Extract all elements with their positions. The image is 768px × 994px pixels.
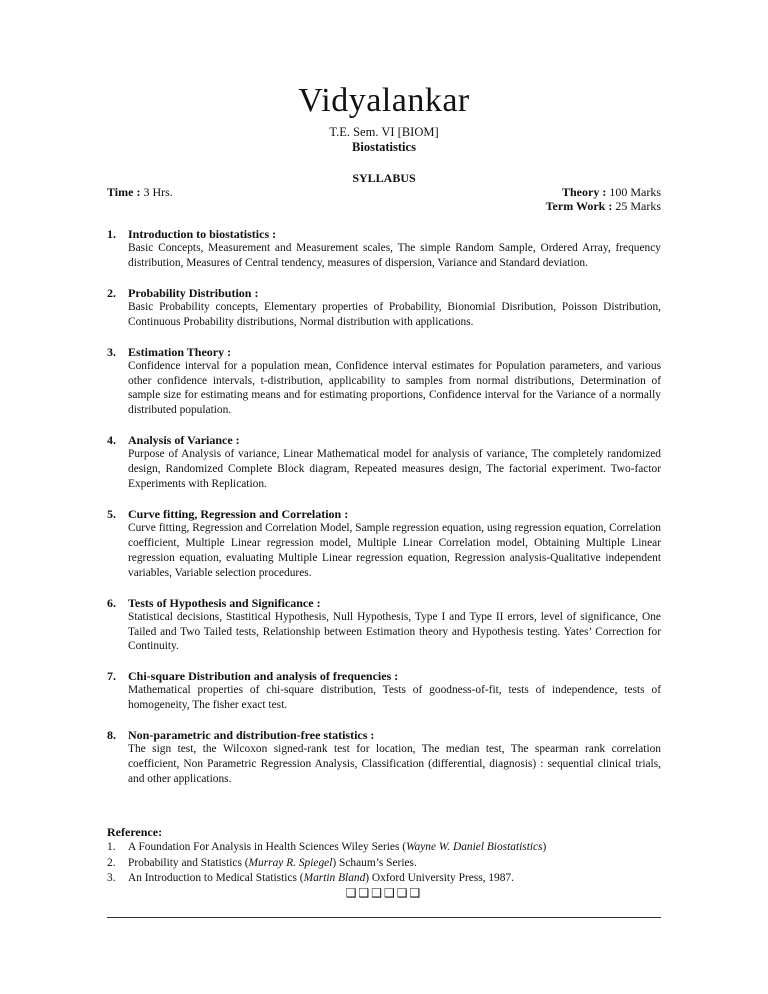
- syllabus-heading: SYLLABUS: [352, 171, 416, 185]
- section-non-parametric: [107, 728, 661, 787]
- section-heading: [107, 286, 661, 300]
- section-title: Tests of Hypothesis and Significance :: [128, 595, 321, 610]
- reference-item: [107, 871, 661, 887]
- reference-number: 2.: [107, 856, 116, 869]
- theory-value: 100 Marks: [606, 185, 661, 199]
- section-number: 1.: [107, 227, 116, 241]
- section-body: Basic Concepts, Measurement and Measurement scales, The simple Random Sample, Ordered Array, frequency distribution, Measures of Central tendency, measures of dispersion, Variance and Standard deviation.: [128, 242, 661, 269]
- theory-label: Theory :: [562, 185, 607, 199]
- reference-number: 1.: [107, 841, 116, 853]
- section-body: Curve fitting, Regression and Correlation Model, Sample regression equation, using regression equation, Correlation coefficient, Multiple Linear regression model, Multiple Linear Correlation model, Obtaining Multiple Linear regression equation, evaluating Multiple Linear regression equation, Regression analysis-Qualitative independent variables, Variable selection procedures.: [128, 521, 661, 579]
- reference-text: [128, 840, 546, 856]
- section-number: 7.: [107, 669, 116, 684]
- section-number: 3.: [107, 344, 116, 359]
- termwork-marks: [546, 199, 661, 213]
- section-heading: [107, 728, 661, 742]
- section-introduction: [107, 227, 661, 271]
- time-info: [107, 185, 173, 200]
- subject-title: Biostatistics: [352, 140, 416, 154]
- reference-text: [128, 856, 417, 872]
- termwork-value: 25 Marks: [612, 199, 661, 213]
- section-title: Introduction to biostatistics :: [128, 227, 277, 241]
- reference-text-pre: Probability and Statistics (: [128, 856, 249, 869]
- termwork-label: Term Work :: [545, 199, 613, 213]
- section-heading: [107, 596, 661, 610]
- section-body: The sign test, the Wilcoxon signed-rank test for location, The median test, The spearman rank correlation coefficient, Non Parametric Regression Analysis, Classification (differential, diagnosis) : sequential clinical trials, and other applications.: [128, 743, 661, 785]
- section-number: 4.: [107, 433, 116, 448]
- reference-author: Wayne W. Daniel Biostatistics: [406, 841, 543, 853]
- reference-text-pre: A Foundation For Analysis in Health Sciences Wiley Series (: [128, 841, 407, 853]
- section-number: 6.: [107, 595, 116, 610]
- reference-text-post: ) Oxford University Press, 1987.: [365, 872, 514, 884]
- section-heading: [107, 227, 661, 241]
- reference-text: [128, 871, 514, 887]
- section-heading: [107, 507, 661, 521]
- syllabus-sections: [107, 227, 661, 802]
- section-anova: [107, 433, 661, 492]
- end-ornament: ❑❑❑❑❑❑: [345, 886, 423, 900]
- section-number: 5.: [107, 506, 116, 521]
- section-estimation: [107, 345, 661, 419]
- reference-item: [107, 856, 661, 872]
- reference-author: Murray R. Spiegel: [248, 856, 333, 869]
- reference-text-post: ): [542, 841, 547, 853]
- semester-line: T.E. Sem. VI [BIOM]: [329, 125, 439, 139]
- section-number: 2.: [107, 285, 116, 300]
- time-label: Time :: [107, 185, 141, 199]
- reference-text-post: ) Schaum’s Series.: [332, 856, 417, 869]
- section-title: Curve fitting, Regression and Correlation :: [128, 506, 349, 521]
- marks-info: [546, 185, 661, 213]
- reference-item: [107, 840, 661, 856]
- section-body: Purpose of Analysis of variance, Linear Mathematical model for analysis of variance, The completely randomized design, Randomized Complete Block diagram, Repeated measures design, The factorial experiment. Two-factor Experiments with Replication.: [128, 448, 661, 491]
- reference-text-pre: An Introduction to Medical Statistics (: [128, 872, 304, 884]
- theory-marks: [546, 185, 661, 199]
- section-body: Statistical decisions, Stastitical Hypothesis, Null Hypothesis, Type I and Type II errors, level of significance, One Tailed and Two Tailed tests, Relationship between Estimation theory and Hypothesis testing. Yates’ Correction for Continuity.: [128, 610, 661, 653]
- section-body: Mathematical properties of chi-square distribution, Tests of goodness-of-fit, tests of independence, tests of homogeneity, The fisher exact test.: [128, 684, 661, 712]
- reference-number: 3.: [107, 872, 116, 884]
- section-title: Non-parametric and distribution-free statistics :: [128, 728, 375, 743]
- section-number: 8.: [107, 728, 116, 743]
- section-title: Probability Distribution :: [128, 285, 259, 300]
- section-title: Estimation Theory :: [128, 344, 232, 359]
- section-probability: [107, 286, 661, 330]
- section-body: Basic Probability concepts, Elementary properties of Probability, Bionomial Disribution, Poisson Distribution, Continuous Probability distributions, Normal distribution with applications.: [128, 300, 661, 328]
- section-heading: [107, 433, 661, 447]
- section-heading: [107, 345, 661, 359]
- reference-author: Martin Bland: [303, 872, 366, 884]
- time-value: 3 Hrs.: [140, 185, 173, 199]
- section-hypothesis: [107, 596, 661, 655]
- section-heading: [107, 669, 661, 683]
- section-title: Chi-square Distribution and analysis of frequencies :: [128, 669, 399, 684]
- footer-divider: [107, 917, 661, 918]
- brand-title: Vidyalankar: [298, 82, 470, 119]
- reference-block: [107, 825, 661, 887]
- section-regression: [107, 507, 661, 581]
- section-body: Confidence interval for a population mean, Confidence interval estimates for Population parameters, and various other confidence intervals, t-distribution, applicability to samples from normal distributions, Determination of sample size for estimating means and for estimating proportions, Confidence interval for the Variance of a normally distributed population.: [128, 359, 661, 417]
- section-title: Analysis of Variance :: [128, 433, 240, 448]
- section-chi-square: [107, 669, 661, 713]
- reference-title: Reference:: [107, 825, 163, 839]
